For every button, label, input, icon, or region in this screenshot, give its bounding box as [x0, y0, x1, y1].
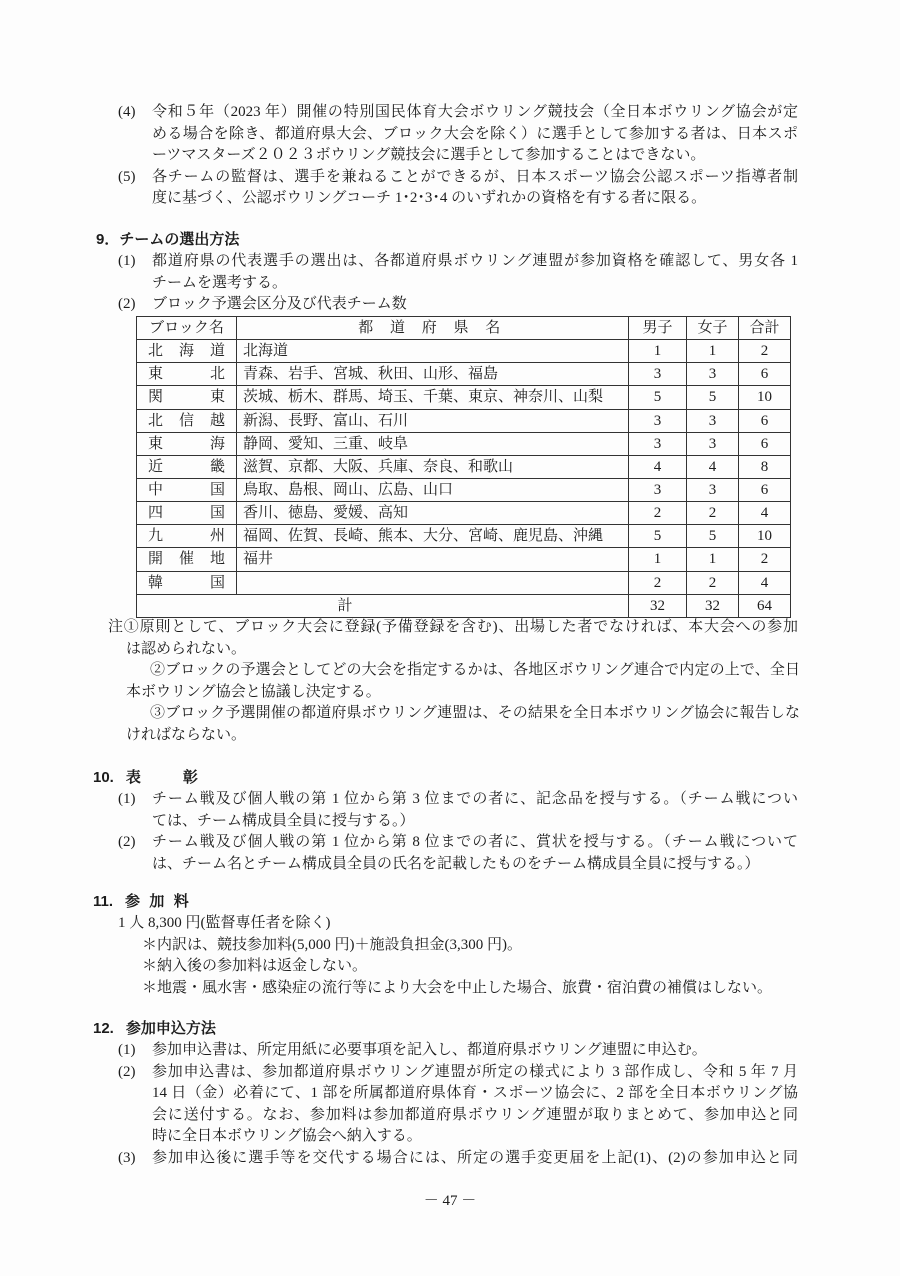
cell-men: 4: [629, 455, 687, 478]
section-heading-team-selection: 9．チームの選出方法: [96, 231, 240, 248]
note-line: 本ボウリング協会と協議し決定する。: [126, 683, 381, 700]
cell-block: 関東: [137, 386, 237, 409]
item-text-line: 参加申込書は、参加都道府県ボウリング連盟が所定の様式により 3 部作成し、令和 5 年 7 月: [152, 1063, 798, 1080]
cell-block: 韓国: [137, 571, 237, 594]
section-heading-awards: [93, 767, 202, 789]
table-row: [137, 548, 791, 571]
item-number: (1): [118, 1042, 136, 1058]
cell-prefectures: 福井: [237, 548, 629, 571]
column-header-men: 男子: [629, 317, 687, 340]
table-header-row: [137, 317, 791, 340]
cell-block: 北海道: [137, 340, 237, 363]
cell-total: 64: [739, 594, 791, 617]
item-number: (4): [118, 104, 136, 120]
note-line: は認められない。: [126, 640, 247, 657]
cell-women: 2: [687, 502, 739, 525]
table-row: [137, 363, 791, 386]
table-row: [137, 502, 791, 525]
list-item: [118, 789, 798, 832]
section-heading-application: [93, 1018, 216, 1040]
table-row: [137, 455, 791, 478]
note-line: 注①原則として、ブロック大会に登録(予備登録を含む)、出場した者でなければ、本大会への参加: [108, 619, 798, 635]
cell-total: 6: [739, 363, 791, 386]
list-item: [118, 1040, 798, 1062]
cell-men: 2: [629, 571, 687, 594]
cell-block: 近畿: [137, 455, 237, 478]
cell-women: 1: [687, 548, 739, 571]
cell-block: 四国: [137, 502, 237, 525]
list-item: [118, 1148, 798, 1170]
section-number: 11.: [93, 893, 114, 910]
cell-block: 九州: [137, 525, 237, 548]
table-row: [137, 525, 791, 548]
cell-women: 2: [687, 571, 739, 594]
cell-total: 4: [739, 571, 791, 594]
fee-note: ＊納入後の参加料は返金しない。: [142, 958, 368, 975]
section-heading-entry-fee: [93, 891, 191, 913]
item-text-line: 参加申込書は、所定用紙に必要事項を記入し、都道府県ボウリング連盟に申込む。: [152, 1042, 707, 1058]
cell-prefectures: [237, 571, 629, 594]
cell-women: 32: [687, 594, 739, 617]
item-text-line: 各チームの監督は、選手を兼ねることができるが、日本スポーツ協会公認スポーツ指導者制: [152, 168, 798, 185]
item-number: (3): [118, 1149, 136, 1166]
fee-line: 1 人 8,300 円(監督専任者を除く): [118, 915, 331, 931]
item-text-line: 令和５年（2023 年）開催の特別国民体育大会ボウリング競技会（全日本ボウリング協会が定: [152, 104, 798, 120]
cell-prefectures: 福岡、佐賀、長崎、熊本、大分、宮崎、鹿児島、沖縄: [237, 525, 629, 548]
cell-total: 2: [739, 340, 791, 363]
table-row: [137, 409, 791, 432]
cell-women: 3: [687, 432, 739, 455]
table-row: [137, 478, 791, 501]
cell-men: 3: [629, 478, 687, 501]
item-number: (1): [118, 253, 136, 269]
cell-women: 3: [687, 409, 739, 432]
cell-block: 東北: [137, 363, 237, 386]
item-number: (2): [118, 1063, 136, 1080]
cell-total: 2: [739, 548, 791, 571]
cell-men: 32: [629, 594, 687, 617]
section-title: 参 加 料: [125, 893, 192, 910]
list-item: [118, 1062, 798, 1148]
note-line: ②ブロックの予選会としてどの大会を指定するかは、各地区ボウリング連合で内定の上で、全日: [150, 662, 800, 679]
cell-women: 4: [687, 455, 739, 478]
item-text-line: 参加申込後に選手等を交代する場合には、所定の選手変更届を上記(1)、(2)の参加申込と同: [152, 1149, 798, 1166]
item-text-line: チーム戦及び個人戦の第 1 位から第 3 位までの者に、記念品を授与する。（チーム戦につい: [152, 791, 798, 807]
list-item: [118, 832, 798, 875]
cell-prefectures: 鳥取、島根、岡山、広島、山口: [237, 478, 629, 501]
cell-men: 1: [629, 340, 687, 363]
item-text-line: チームを選考する。: [152, 274, 288, 291]
section-number: 10.: [93, 769, 114, 786]
cell-total: 4: [739, 502, 791, 525]
item-number: (2): [118, 834, 136, 851]
item-text-line: 会に送付する。なお、参加料は参加都道府県ボウリング連盟が取りまとめて、参加申込と同: [152, 1106, 798, 1123]
column-header-total: 合計: [739, 317, 791, 340]
list-item: [118, 294, 798, 316]
item-text-line: める場合を除き、都道府県大会、ブロック大会を除く）に選手として参加する者は、日本スポ: [152, 125, 798, 142]
table-total-row: [137, 594, 791, 617]
cell-total: 6: [739, 478, 791, 501]
cell-women: 1: [687, 340, 739, 363]
fee-note: ＊内訳は、競技参加料(5,000 円)＋施設負担金(3,300 円)。: [142, 936, 522, 953]
item-text-line: は、チーム名とチーム構成員全員の氏名を記載したものをチーム構成員全員に授与する。）: [152, 855, 760, 872]
cell-total-label: 計: [137, 594, 629, 617]
column-header-women: 女子: [687, 317, 739, 340]
section-title: 表 彰: [125, 769, 202, 786]
cell-prefectures: 茨城、栃木、群馬、埼玉、千葉、東京、神奈川、山梨: [237, 386, 629, 409]
column-header-prefectures: 都 道 府 県 名: [237, 317, 629, 340]
cell-prefectures: 静岡、愛知、三重、岐阜: [237, 432, 629, 455]
item-text-line: 度に基づく、公認ボウリングコーチ 1･2･3･4 のいずれかの資格を有する者に限る。: [152, 190, 707, 207]
cell-men: 3: [629, 409, 687, 432]
item-text-line: 都道府県の代表選手の選出は、各都道府県ボウリング連盟が参加資格を確認して、男女各 1: [152, 253, 798, 269]
cell-women: 3: [687, 478, 739, 501]
cell-men: 5: [629, 525, 687, 548]
cell-men: 3: [629, 363, 687, 386]
cell-men: 2: [629, 502, 687, 525]
cell-men: 5: [629, 386, 687, 409]
cell-total: 8: [739, 455, 791, 478]
item-text-line: ブロック予選会区分及び代表チーム数: [152, 296, 407, 313]
cell-total: 6: [739, 409, 791, 432]
note-line: ③ブロック予選開催の都道府県ボウリング連盟は、その結果を全日本ボウリング協会に報告しな: [150, 705, 800, 722]
cell-total: 10: [739, 525, 791, 548]
list-item: [118, 251, 798, 294]
item-text-line: 時に全日本ボウリング協会へ納入する。: [152, 1128, 422, 1145]
section8-list: [118, 102, 798, 210]
fee-note: ＊地震・風水害・感染症の流行等により大会を中止した場合、旅費・宿泊費の補償はしない。: [142, 979, 773, 996]
column-header-block: ブロック名: [137, 317, 237, 340]
table-row: [137, 386, 791, 409]
item-text-line: ては、チーム構成員全員に授与する。）: [152, 812, 415, 829]
list-item: [118, 167, 798, 210]
table-notes: [0, 617, 900, 747]
item-text-line: ーツマスターズ２０２３ボウリング競技会に選手として参加することはできない。: [152, 147, 706, 164]
cell-women: 3: [687, 363, 739, 386]
cell-block: 中国: [137, 478, 237, 501]
cell-total: 10: [739, 386, 791, 409]
cell-men: 3: [629, 432, 687, 455]
item-number: (5): [118, 168, 136, 185]
cell-prefectures: 北海道: [237, 340, 629, 363]
note-line: ければならない。: [126, 726, 247, 743]
list-item: [118, 102, 798, 167]
cell-block: 北信越: [137, 409, 237, 432]
table-row: [137, 571, 791, 594]
section12-list: [118, 1040, 798, 1170]
section-title: 参加申込方法: [125, 1020, 216, 1037]
section-number: 12.: [93, 1020, 114, 1037]
block-qualifier-table: [136, 316, 791, 618]
item-text-line: チーム戦及び個人戦の第 1 位から第 8 位までの者に、賞状を授与する。（チーム戦について: [152, 834, 798, 851]
cell-men: 1: [629, 548, 687, 571]
table-row: [137, 432, 791, 455]
cell-total: 6: [739, 432, 791, 455]
cell-block: 開催地: [137, 548, 237, 571]
section10-list: [118, 789, 798, 875]
cell-prefectures: 滋賀、京都、大阪、兵庫、奈良、和歌山: [237, 455, 629, 478]
table-row: [137, 340, 791, 363]
cell-women: 5: [687, 525, 739, 548]
cell-block: 東海: [137, 432, 237, 455]
section11-content: [118, 913, 798, 999]
item-text-line: 14 日（金）必着にて、1 部を所属都道府県体育・スポーツ協会に、2 部を全日本ボウリング協: [152, 1085, 798, 1102]
section9-list: [118, 251, 798, 316]
item-number: (1): [118, 791, 136, 807]
cell-prefectures: 青森、岩手、宮城、秋田、山形、福島: [237, 363, 629, 386]
cell-prefectures: 香川、徳島、愛媛、高知: [237, 502, 629, 525]
cell-women: 5: [687, 386, 739, 409]
cell-prefectures: 新潟、長野、富山、石川: [237, 409, 629, 432]
page-number: － 47 －: [423, 1193, 477, 1209]
item-number: (2): [118, 296, 136, 313]
